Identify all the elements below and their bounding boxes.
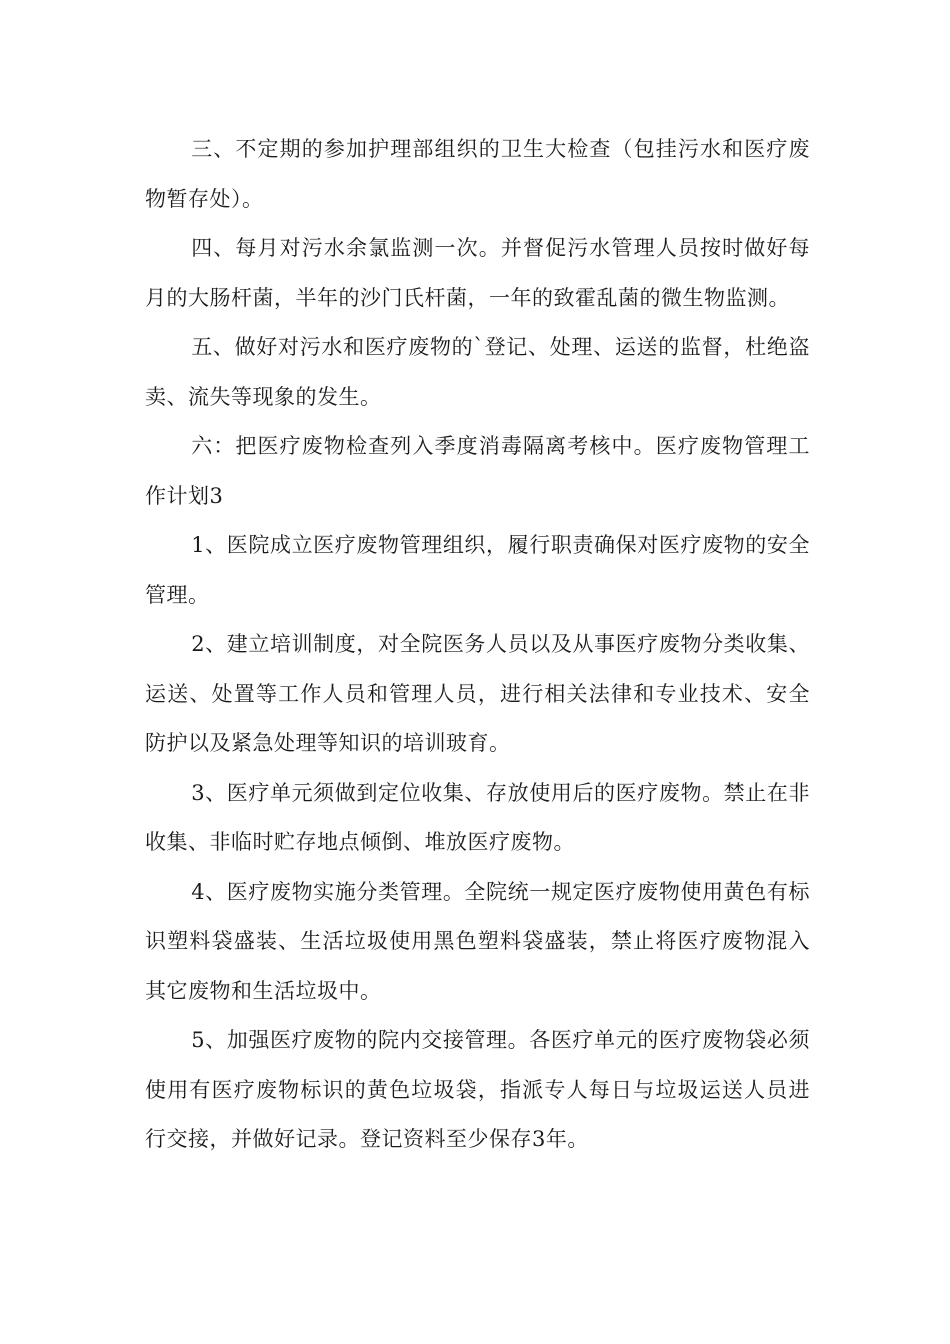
paragraph-6: 六：把医疗废物检查列入季度消毒隔离考核中。医疗废物管理工作计划3 (145, 434, 810, 508)
document-body (145, 125, 810, 1165)
list-item-3: 3、医疗单元须做到定位收集、存放使用后的医疗废物。禁止在非收集、非临时贮存地点倾倒、堆放医疗废物。 (145, 780, 810, 854)
paragraph-5: 五、做好对污水和医疗废物的`登记、处理、运送的监督，杜绝盗卖、流失等现象的发生。 (145, 335, 810, 409)
paragraph-4: 四、每月对污水余氯监测一次。并督促污水管理人员按时做好每月的大肠杆菌，半年的沙门氏杆菌，一年的致霍乱菌的微生物监测。 (145, 236, 810, 310)
list-item-2: 2、建立培训制度，对全院医务人员以及从事医疗废物分类收集、运送、处置等工作人员和管理人员，进行相关法律和专业技术、安全防护以及紧急处理等知识的培训玻育。 (145, 632, 810, 755)
list-item-5: 5、加强医疗废物的院内交接管理。各医疗单元的医疗废物袋必须使用有医疗废物标识的黄色垃圾袋，指派专人每日与垃圾运送人员进行交接，并做好记录。登记资料至少保存3年。 (145, 1028, 810, 1151)
paragraph-3: 三、不定期的参加护理部组织的卫生大检查（包挂污水和医疗废物暂存处）。 (145, 137, 810, 211)
list-item-1: 1、医院成立医疗废物管理组织，履行职责确保对医疗废物的安全管理。 (145, 533, 810, 607)
list-item-4: 4、医疗废物实施分类管理。全院统一规定医疗废物使用黄色有标识塑料袋盛装、生活垃圾使用黑色塑料袋盛装，禁止将医疗废物混入其它废物和生活垃圾中。 (145, 879, 810, 1003)
